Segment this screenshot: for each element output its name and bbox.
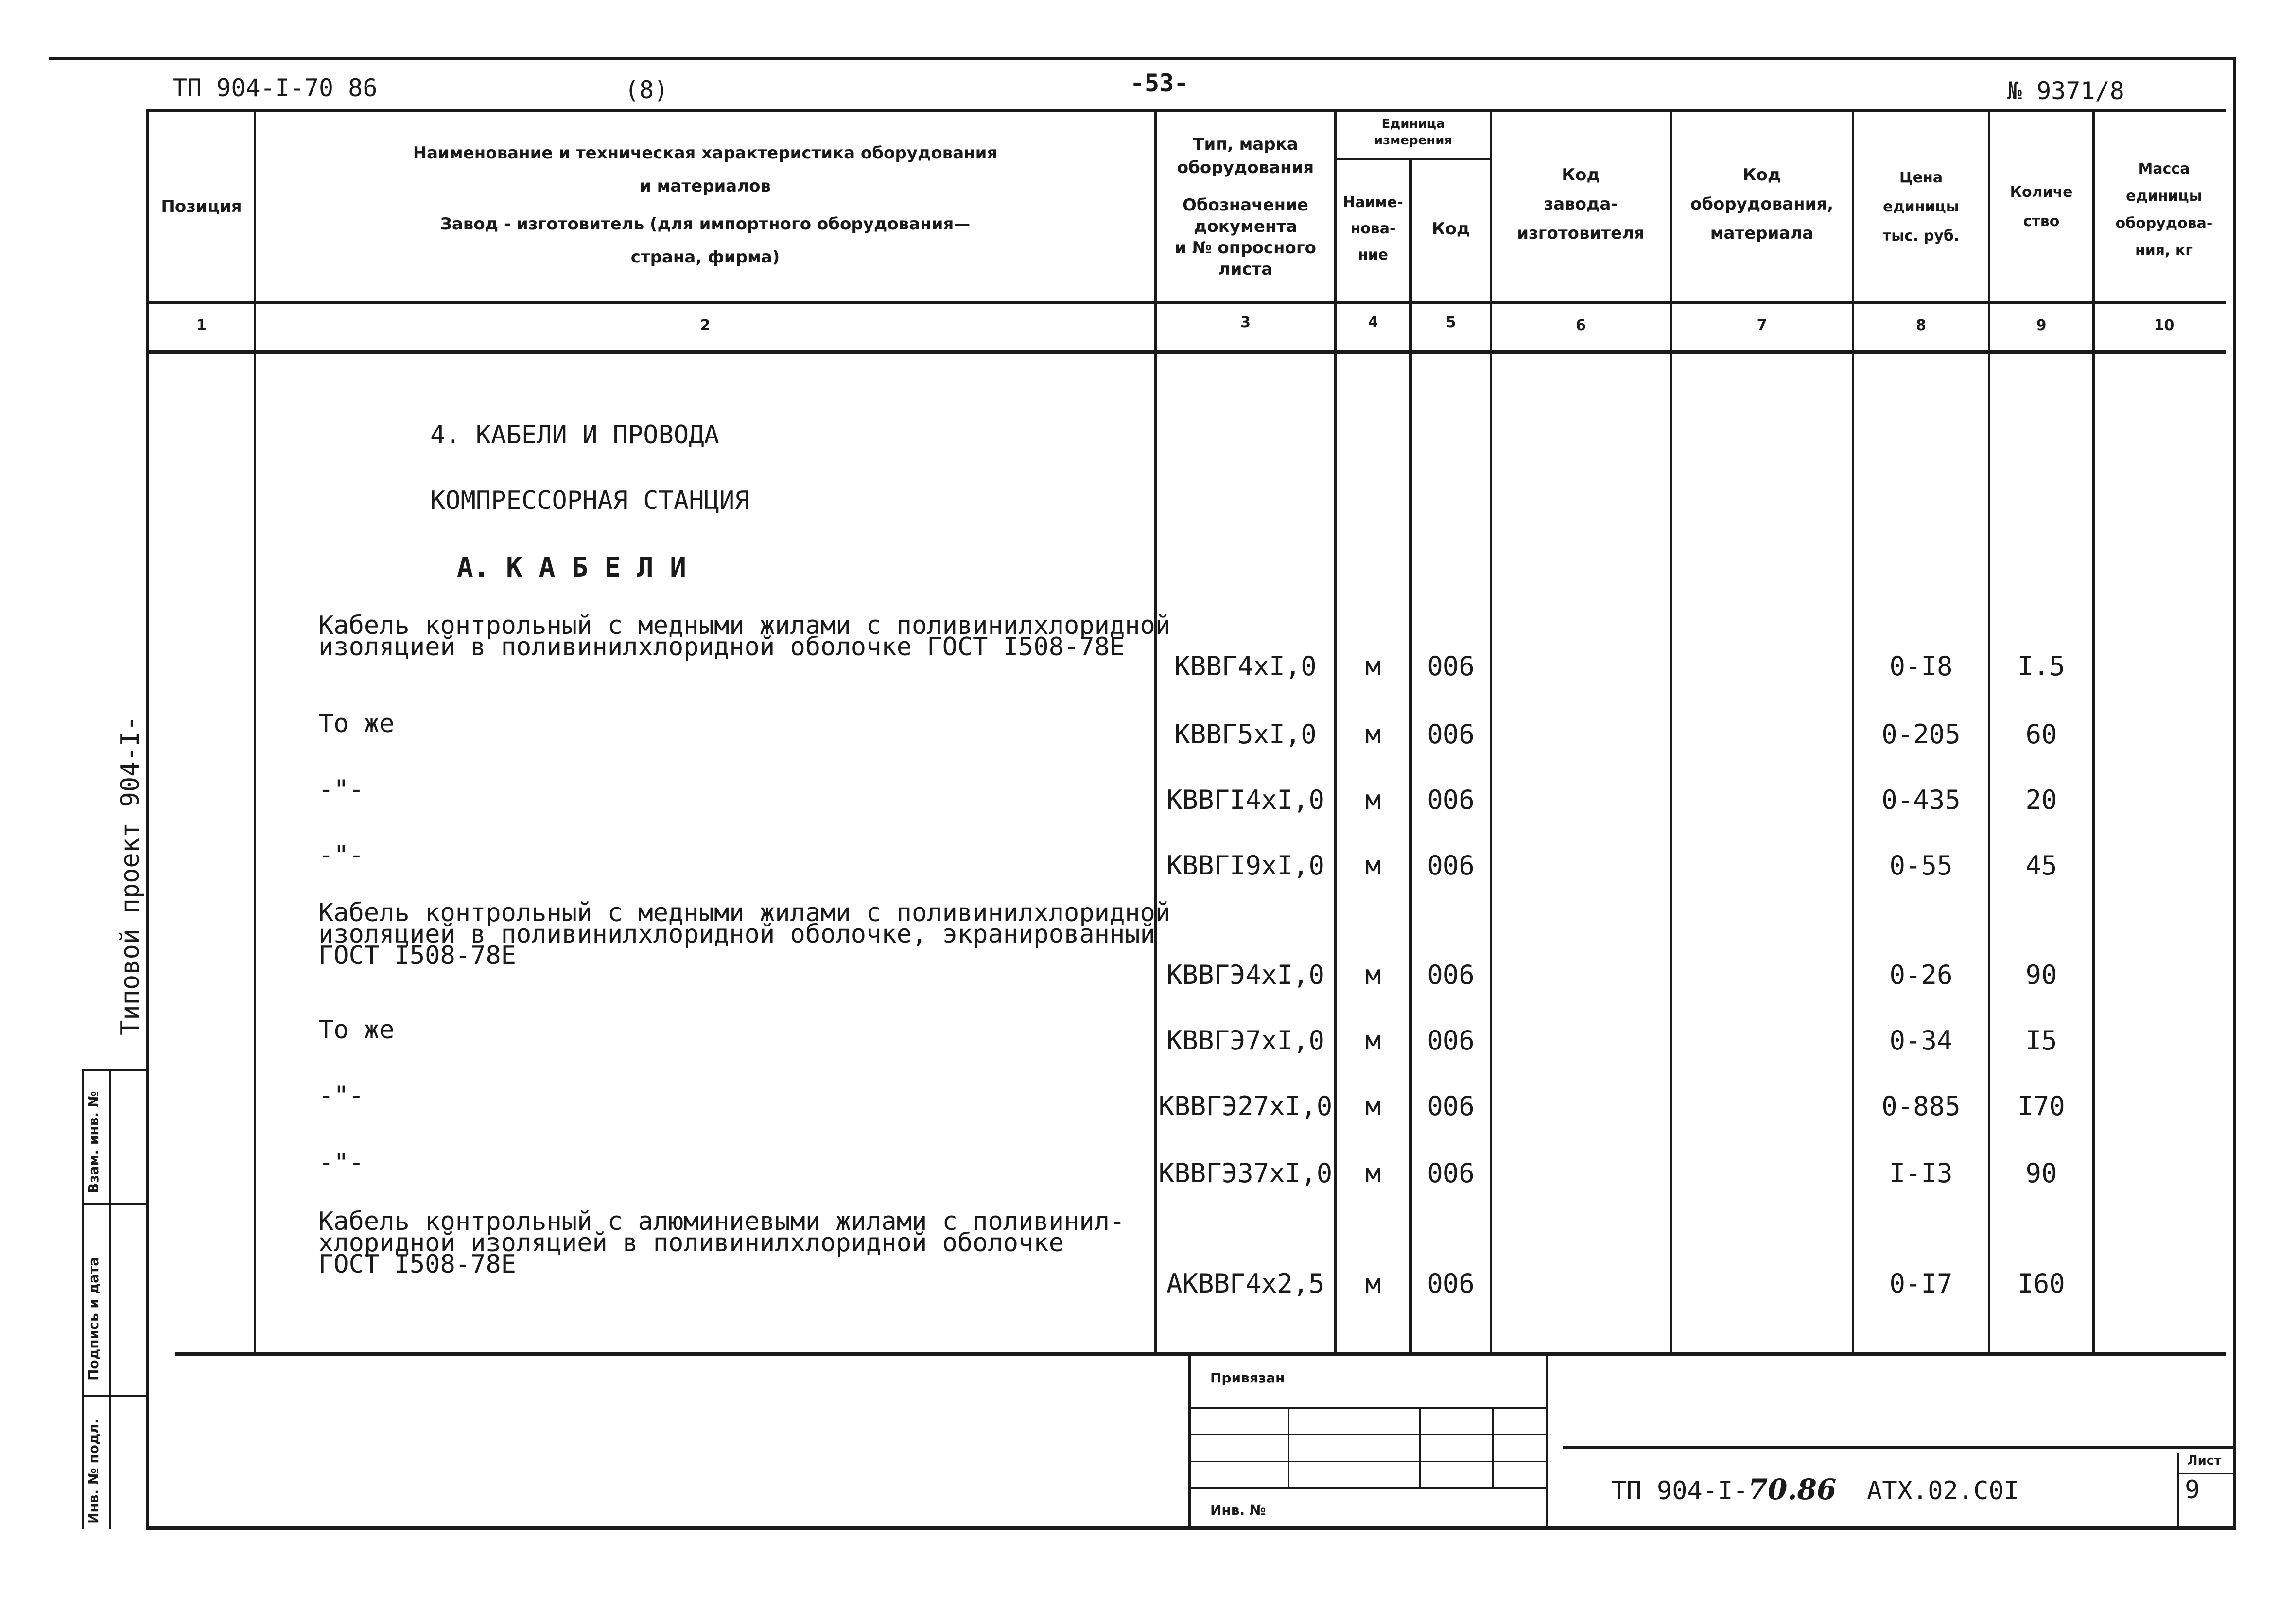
row-description: Кабель контрольный с медными жилами с поливинилхлоридной xyxy=(318,898,1171,927)
stamp-signature-date: Подпись и дата xyxy=(86,1257,102,1381)
row-quantity: I.5 xyxy=(2018,651,2065,682)
bottom-border-line xyxy=(146,1526,2236,1530)
row-quantity: 45 xyxy=(2025,850,2057,881)
numbers-divider-line xyxy=(146,350,2226,354)
row-description: ГОСТ I508-78Е xyxy=(318,941,516,970)
doc-number: № 9371/8 xyxy=(2007,77,2124,105)
designation xyxy=(1611,1473,2019,1506)
col-4-header-line1: Наиме- xyxy=(1343,194,1403,211)
col-3-header-line5: и № опросного xyxy=(1174,238,1317,258)
row-type: КВВГI4хI,0 xyxy=(1166,785,1325,815)
col-6-header-line2: завода- xyxy=(1544,194,1618,214)
row-quantity: 90 xyxy=(2025,960,2057,990)
row-description: Кабель контрольный с алюминиевыми жилами с поливинил- xyxy=(318,1207,1125,1236)
col-7-header-line2: оборудования, xyxy=(1690,194,1834,214)
row-description: То же xyxy=(318,709,395,738)
row-quantity: 90 xyxy=(2025,1158,2057,1189)
col-3-header-line1: Тип, марка xyxy=(1193,135,1298,154)
sheet-label: Лист xyxy=(2187,1453,2222,1468)
row-description: хлоридной изоляцией в поливинилхлоридной оболочке xyxy=(318,1228,1064,1258)
col-9-header-line2: ство xyxy=(2023,213,2060,230)
col-number: 8 xyxy=(1916,317,1926,334)
row-description: -"- xyxy=(318,775,364,804)
row-quantity: 60 xyxy=(2025,719,2057,750)
row-unit: м xyxy=(1365,1025,1381,1056)
col-number: 7 xyxy=(1757,317,1767,334)
col-8-header-line1: Цена xyxy=(1899,169,1943,186)
col-number: 4 xyxy=(1368,314,1378,331)
row-description: -"- xyxy=(318,1081,364,1110)
row-description: Кабель контрольный с медными жилами с поливинилхлоридной xyxy=(318,611,1171,640)
col-4-header-line3: ние xyxy=(1357,246,1389,263)
row-unit: м xyxy=(1365,785,1381,815)
sheet-label-line xyxy=(2177,1473,2233,1474)
titleblock-left-line xyxy=(1188,1352,1191,1527)
row-price: 0-205 xyxy=(1881,719,1961,750)
stamp-inv-original: Инв. № подл. xyxy=(86,1418,102,1524)
row-unit-code: 006 xyxy=(1427,785,1475,815)
row-price: 0-55 xyxy=(1889,850,1953,881)
section-heading: КОМПРЕССОРНАЯ СТАНЦИЯ xyxy=(430,486,750,515)
row-unit-code: 006 xyxy=(1427,651,1475,682)
header-divider-line xyxy=(146,301,2226,304)
row-description: изоляцией в поливинилхлоридной оболочке, экранированный xyxy=(318,920,1155,949)
col-number: 2 xyxy=(700,317,711,334)
designation-top-line xyxy=(1563,1446,2233,1449)
stamp-mid-line xyxy=(109,1069,111,1529)
bound-label: Привязан xyxy=(1210,1370,1285,1386)
col-5-header: Код xyxy=(1431,219,1470,239)
side-title: Типовой проект 904-I- xyxy=(116,716,145,1035)
titleblock-col-line xyxy=(1419,1407,1421,1487)
unit-group-header-line2: измерения xyxy=(1374,133,1453,148)
row-unit-code: 006 xyxy=(1427,1091,1475,1121)
col-number: 1 xyxy=(196,317,207,334)
row-type: КВВГI9хI,0 xyxy=(1166,850,1325,881)
project-code: ТП 904-I-70 86 xyxy=(173,74,378,102)
col-2-header-line4: страна, фирма) xyxy=(630,247,780,267)
row-unit: м xyxy=(1365,960,1381,990)
table-top-line xyxy=(146,109,2226,112)
col-10-header-line3: оборудова- xyxy=(2115,215,2213,232)
row-unit-code: 006 xyxy=(1427,960,1475,990)
row-description: То же xyxy=(318,1015,395,1045)
top-border-line xyxy=(49,57,2236,60)
col-number: 3 xyxy=(1240,314,1251,331)
section-heading: 4. КАБЕЛИ И ПРОВОДА xyxy=(430,420,719,450)
col-3-header-line4: документа xyxy=(1193,217,1298,236)
sheet-number: 9 xyxy=(2185,1475,2200,1504)
row-price: 0-I8 xyxy=(1889,651,1953,682)
col-10-header-line2: единицы xyxy=(2126,188,2202,205)
col-10-header-line1: Масса xyxy=(2138,160,2190,177)
table-bottom-line xyxy=(175,1352,2226,1356)
col-2-header-line2: и материалов xyxy=(639,176,771,196)
titleblock-right-line xyxy=(1546,1352,1548,1527)
designation-prefix: ТП 904-I- xyxy=(1611,1476,1748,1505)
col-7-header-line1: Код xyxy=(1742,165,1781,185)
row-description: -"- xyxy=(318,1148,364,1177)
row-description: -"- xyxy=(318,840,364,870)
row-unit: м xyxy=(1365,1091,1381,1121)
row-unit: м xyxy=(1365,651,1381,682)
row-type: КВВГЭ37хI,0 xyxy=(1158,1158,1333,1189)
col-8-header-line2: единицы xyxy=(1883,198,1959,215)
row-type: АКВВГ4х2,5 xyxy=(1166,1268,1325,1299)
col-9-header-line1: Количе xyxy=(2010,184,2073,201)
row-type: КВВГЭ27хI,0 xyxy=(1158,1091,1333,1121)
stamp-left-line xyxy=(82,1069,84,1529)
section-heading: А. К А Б Е Л И xyxy=(457,552,687,583)
col-6-header-line3: изготовителя xyxy=(1517,224,1645,243)
col-4-header-line2: нова- xyxy=(1350,220,1396,237)
col-10-header-line4: ния, кг xyxy=(2135,242,2193,259)
col-sep-6 xyxy=(1670,109,1672,1354)
row-unit-code: 006 xyxy=(1427,1158,1475,1189)
page-number: -53- xyxy=(1130,69,1189,97)
designation-suffix: АТХ.02.С0I xyxy=(1867,1476,2019,1505)
row-unit: м xyxy=(1365,1268,1381,1299)
col-6-header-line1: Код xyxy=(1562,165,1600,185)
col-3-header-line3: Обозначение xyxy=(1183,195,1308,215)
row-quantity: I70 xyxy=(2018,1091,2065,1121)
row-unit-code: 006 xyxy=(1427,850,1475,881)
col-number: 9 xyxy=(2036,317,2047,334)
col-number: 10 xyxy=(2154,317,2174,334)
col-sep-5 xyxy=(1490,109,1492,1354)
unit-group-line xyxy=(1334,158,1490,160)
row-unit: м xyxy=(1365,850,1381,881)
row-quantity: I60 xyxy=(2018,1268,2065,1299)
titleblock-col-line xyxy=(1288,1407,1289,1487)
row-price: 0-26 xyxy=(1889,960,1953,990)
col-number: 5 xyxy=(1445,314,1456,331)
col-8-header-line3: тыс. руб. xyxy=(1882,227,1960,245)
col-3-header-line6: листа xyxy=(1218,260,1273,279)
designation-hand: 70.86 xyxy=(1748,1473,1837,1506)
row-unit-code: 006 xyxy=(1427,1025,1475,1056)
titleblock-row-line xyxy=(1191,1487,1546,1489)
titleblock-col-line xyxy=(1492,1407,1494,1487)
row-price: 0-435 xyxy=(1881,785,1961,815)
row-type: КВВГ5хI,0 xyxy=(1174,719,1317,750)
row-type: КВВГ4хI,0 xyxy=(1174,651,1317,682)
right-border-line xyxy=(2233,57,2236,1530)
row-price: 0-885 xyxy=(1881,1091,1961,1121)
row-price: 0-34 xyxy=(1889,1025,1953,1056)
col-3-header-line2: оборудования xyxy=(1177,158,1314,177)
row-unit: м xyxy=(1365,719,1381,750)
row-description: изоляцией в поливинилхлоридной оболочке ГОСТ I508-78Е xyxy=(318,632,1125,662)
row-description: ГОСТ I508-78Е xyxy=(318,1250,516,1279)
row-price: I-I3 xyxy=(1889,1158,1953,1189)
col-sep-1 xyxy=(254,109,256,1354)
row-type: КВВГЭ4хI,0 xyxy=(1166,960,1325,990)
col-2-header-line3: Завод - изготовитель (для импортного оборудования— xyxy=(440,214,971,234)
col-sep-9 xyxy=(2092,109,2095,1354)
table-left-line xyxy=(146,109,149,1529)
stamp-line-3 xyxy=(82,1395,147,1397)
stamp-replaced-inv: Взам. инв. № xyxy=(86,1091,102,1193)
col-7-header-line3: материала xyxy=(1710,224,1814,243)
row-quantity: I5 xyxy=(2025,1025,2057,1056)
col-2-header-line1: Наименование и техническая характеристика оборудования xyxy=(413,143,998,163)
part-number: (8) xyxy=(625,76,669,104)
sheet-cell-line xyxy=(2177,1453,2179,1526)
stamp-line-2 xyxy=(82,1203,147,1205)
row-unit-code: 006 xyxy=(1427,719,1475,750)
stamp-line-1 xyxy=(82,1069,147,1071)
row-price: 0-I7 xyxy=(1889,1268,1953,1299)
unit-group-header-line1: Единица xyxy=(1381,117,1445,131)
col-1-header: Позиция xyxy=(161,197,242,216)
col-number: 6 xyxy=(1576,317,1586,334)
row-type: КВВГЭ7хI,0 xyxy=(1166,1025,1325,1056)
row-unit: м xyxy=(1365,1158,1381,1189)
row-unit-code: 006 xyxy=(1427,1268,1475,1299)
row-quantity: 20 xyxy=(2025,785,2057,815)
inv-label: Инв. № xyxy=(1210,1502,1266,1518)
